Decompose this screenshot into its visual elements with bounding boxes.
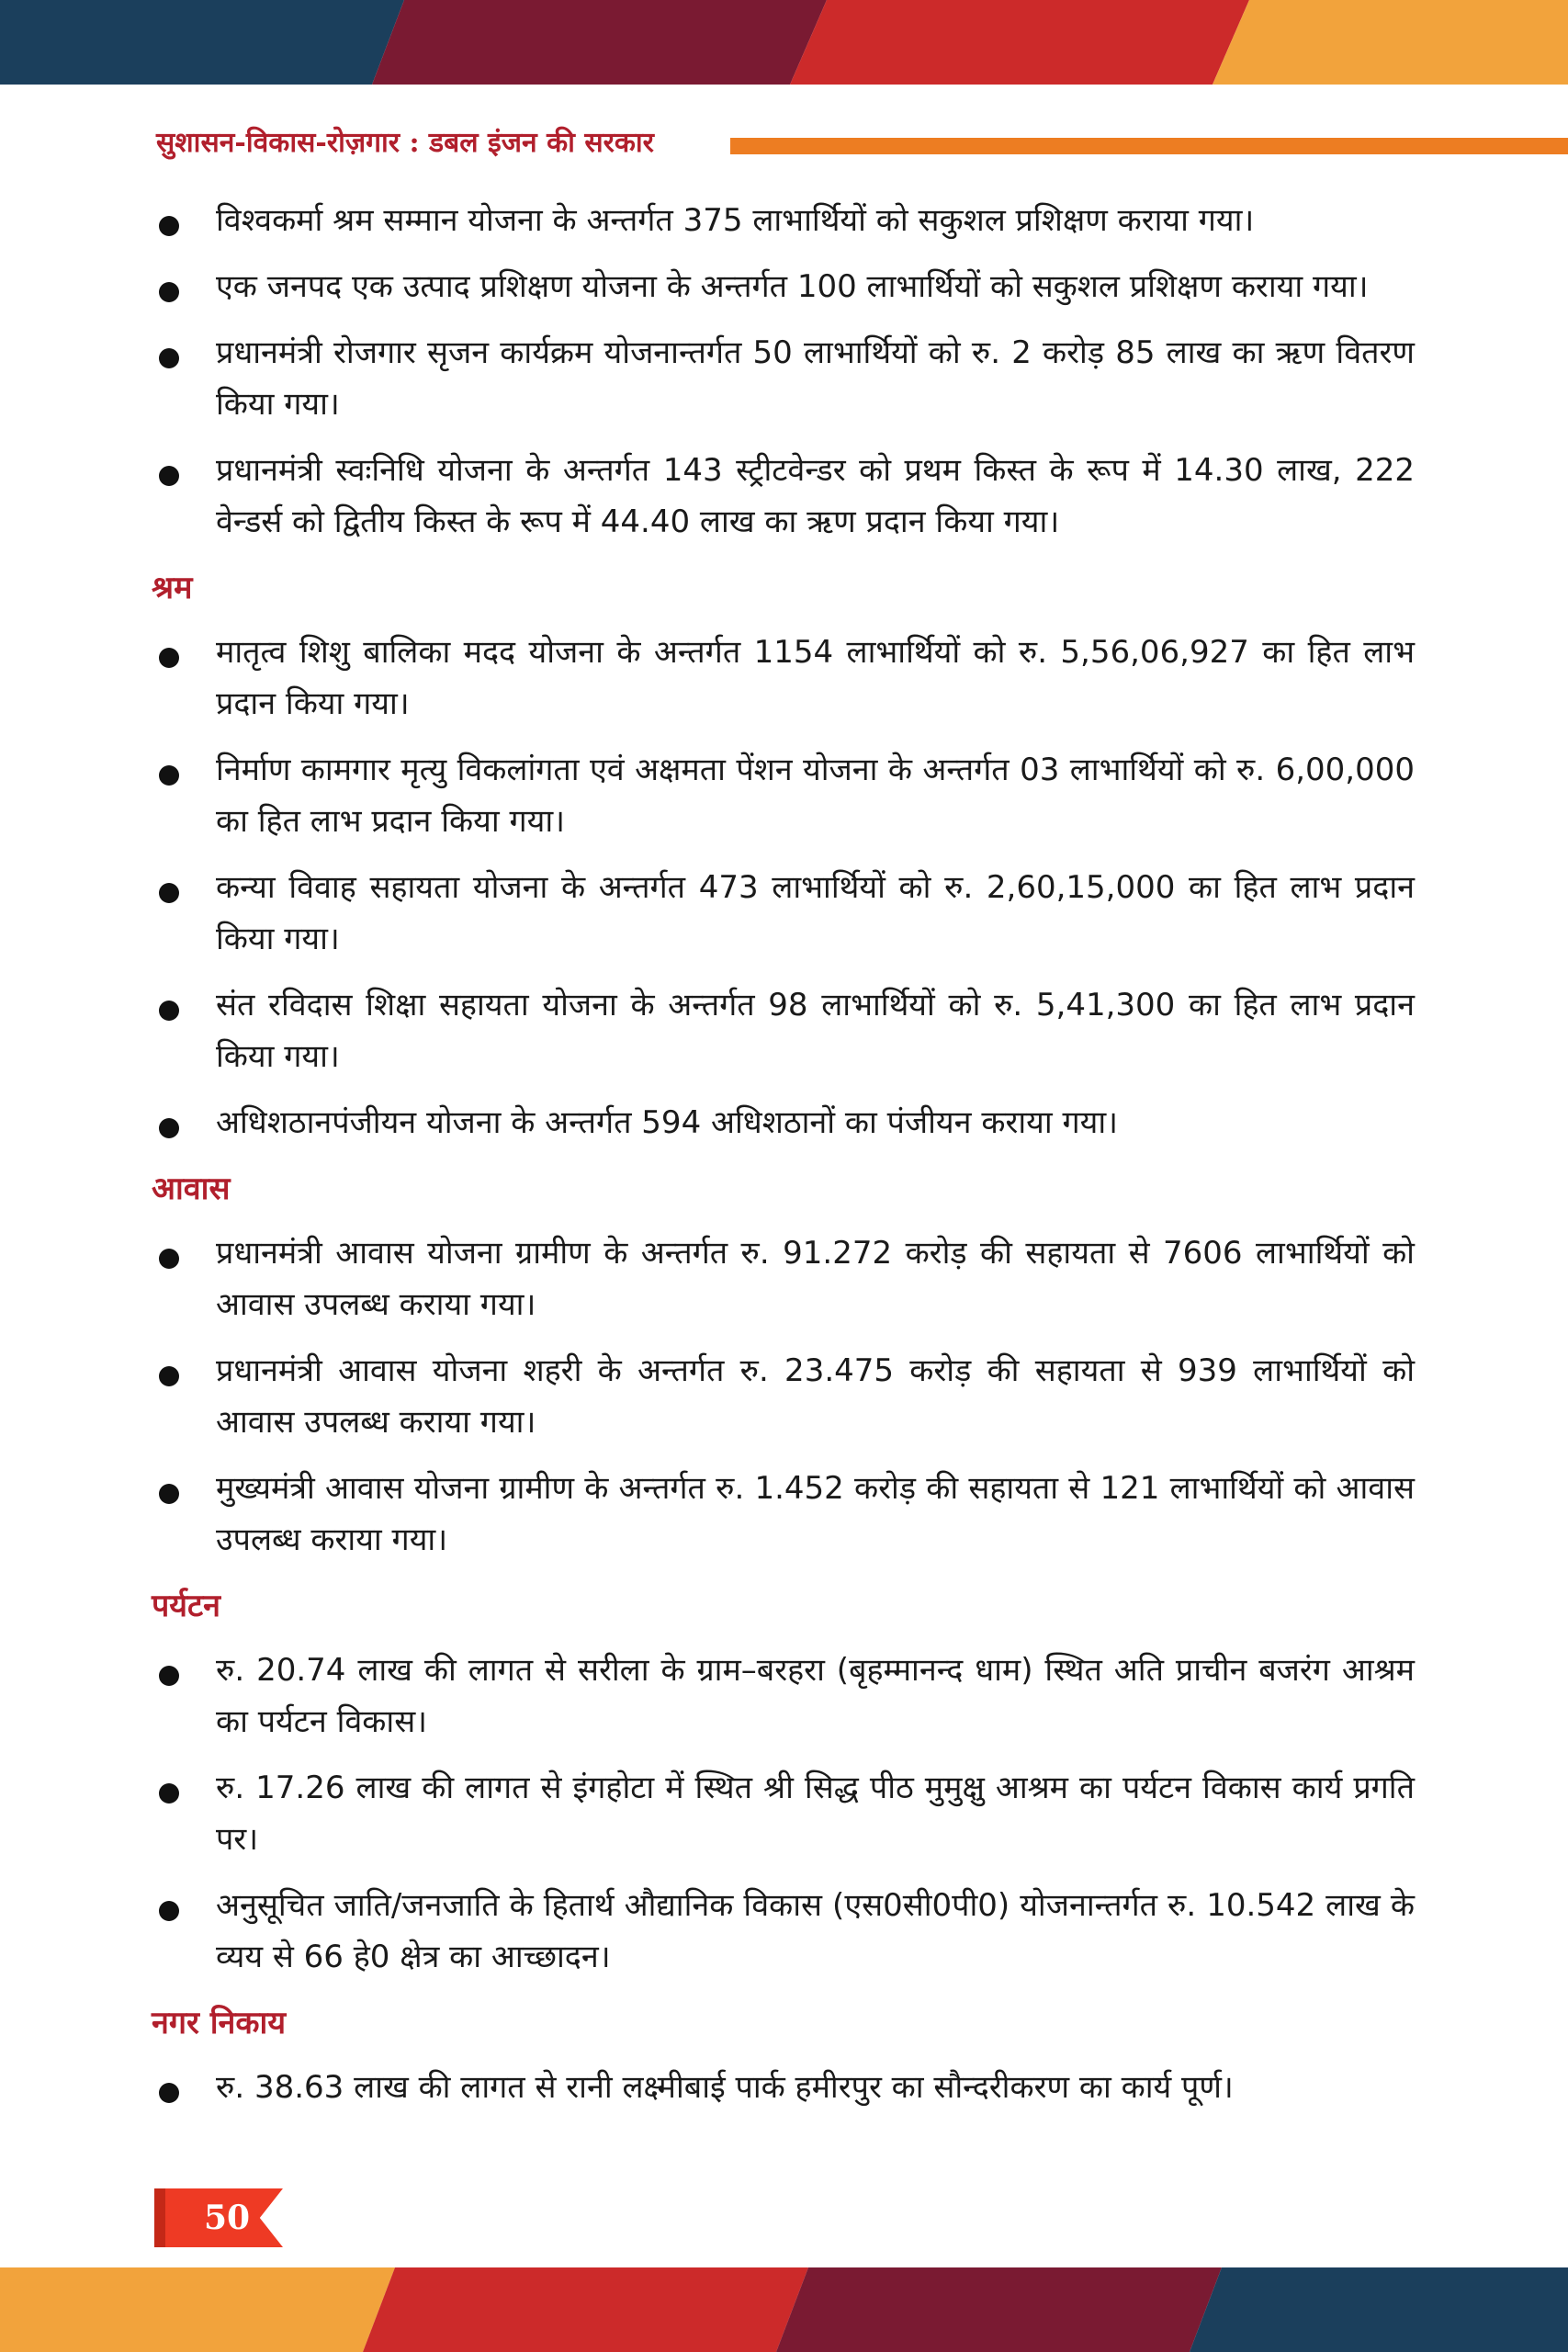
list-item bbox=[152, 2062, 1415, 2113]
list-item-text: मुख्यमंत्री आवास योजना ग्रामीण के अन्तर्गत रु. 1.452 करोड़ की सहायता से 121 लाभार्थियों को आवास उपलब्ध कराया गया। bbox=[216, 1470, 1415, 1558]
band-orange-stripe bbox=[1213, 0, 1568, 85]
list-item-text: प्रधानमंत्री आवास योजना शहरी के अन्तर्गत रु. 23.475 करोड़ की सहायता से 939 लाभार्थियों को आवास उपलब्ध कराया गया। bbox=[216, 1352, 1415, 1441]
list-item bbox=[152, 445, 1415, 548]
list-item-text: विश्वकर्मा श्रम सम्मान योजना के अन्तर्गत 375 लाभार्थियों को सकुशल प्रशिक्षण कराया गया। bbox=[216, 202, 1255, 239]
list-item bbox=[152, 1227, 1415, 1330]
list-item-text: अनुसूचित जाति/जनजाति के हितार्थ औद्यानिक विकास (एस0सी0पी0) योजनान्तर्गत रु. 10.542 लाख के व्यय से 66 हे0 क्षेत्र का आच्छादन। bbox=[216, 1887, 1415, 1975]
bottom-decorative-band bbox=[0, 2267, 1568, 2352]
list-item-text: संत रविदास शिक्षा सहायता योजना के अन्तर्गत 98 लाभार्थियों को रु. 5,41,300 का हित लाभ प्रदान किया गया। bbox=[216, 987, 1415, 1075]
list-item bbox=[152, 1645, 1415, 1747]
list-item bbox=[152, 261, 1415, 312]
band-orange-stripe bbox=[0, 2267, 395, 2352]
header-rule bbox=[730, 138, 1568, 154]
list-item bbox=[152, 627, 1415, 729]
section-heading-awas: आवास bbox=[152, 1170, 231, 1207]
list-item bbox=[152, 1345, 1415, 1448]
section-heading-shram: श्रम bbox=[152, 570, 193, 606]
list-item-text: प्रधानमंत्री आवास योजना ग्रामीण के अन्तर्गत रु. 91.272 करोड़ की सहायता से 7606 लाभार्थियों को आवास उपलब्ध कराया गया। bbox=[216, 1235, 1415, 1323]
bullet-icon bbox=[159, 883, 179, 903]
list-item bbox=[152, 1880, 1415, 1983]
band-navy-stripe bbox=[0, 0, 404, 85]
section-heading-paryatan: पर्यटन bbox=[152, 1588, 221, 1624]
list-item bbox=[152, 1762, 1415, 1865]
header-title: सुशासन-विकास-रोज़गार : डबल इंजन की सरकार bbox=[156, 127, 654, 159]
top-decorative-band bbox=[0, 0, 1568, 85]
page-content bbox=[152, 195, 1415, 2128]
bullet-icon bbox=[159, 1366, 179, 1386]
band-navy-stripe bbox=[1190, 2267, 1568, 2352]
list-item-text: प्रधानमंत्री स्वःनिधि योजना के अन्तर्गत 143 स्ट्रीटवेन्डर को प्रथम किस्त के रूप में 14.30 लाख, 222 वेन्डर्स को द्वितीय किस्त के रूप में 44.40 लाख का ऋण प्रदान किया गया। bbox=[216, 452, 1415, 540]
list-item-text: प्रधानमंत्री रोजगार सृजन कार्यक्रम योजनान्तर्गत 50 लाभार्थियों को रु. 2 करोड़ 85 लाख का ऋण वितरण किया गया। bbox=[216, 334, 1415, 423]
list-item-text: कन्या विवाह सहायता योजना के अन्तर्गत 473 लाभार्थियों को रु. 2,60,15,000 का हित लाभ प्रदान किया गया। bbox=[216, 869, 1415, 957]
band-maroon-stripe bbox=[776, 2267, 1222, 2352]
bullet-icon bbox=[159, 216, 179, 236]
bullet-icon bbox=[159, 1001, 179, 1021]
page-number: 50 bbox=[204, 2199, 251, 2237]
band-red-stripe bbox=[363, 2267, 808, 2352]
bullet-icon bbox=[159, 2083, 179, 2103]
bullet-icon bbox=[159, 1901, 179, 1921]
bullet-icon bbox=[159, 348, 179, 368]
list-item bbox=[152, 195, 1415, 246]
bullet-icon bbox=[159, 282, 179, 302]
list-item bbox=[152, 744, 1415, 847]
section-heading-nagar-nikay: नगर निकाय bbox=[152, 2005, 287, 2041]
bullet-icon bbox=[159, 765, 179, 786]
band-maroon-stripe bbox=[372, 0, 827, 85]
bullet-icon bbox=[159, 1666, 179, 1686]
list-item bbox=[152, 862, 1415, 965]
bullet-icon bbox=[159, 1249, 179, 1269]
list-item bbox=[152, 979, 1415, 1082]
bullet-icon bbox=[159, 1118, 179, 1138]
bullet-icon bbox=[159, 648, 179, 668]
list-item-text: निर्माण कामगार मृत्यु विकलांगता एवं अक्षमता पेंशन योजना के अन्तर्गत 03 लाभार्थियों को रु. 6,00,000 का हित लाभ प्रदान किया गया। bbox=[216, 752, 1415, 840]
bullet-icon bbox=[159, 1484, 179, 1504]
list-item-text: एक जनपद एक उत्पाद प्रशिक्षण योजना के अन्तर्गत 100 लाभार्थियों को सकुशल प्रशिक्षण कराया गया। bbox=[216, 268, 1369, 305]
list-item-text: रु. 17.26 लाख की लागत से इंगहोटा में स्थित श्री सिद्ध पीठ मुमुक्षु आश्रम का पर्यटन विकास कार्य प्रगति पर। bbox=[216, 1770, 1415, 1858]
list-item-text: रु. 38.63 लाख की लागत से रानी लक्ष्मीबाई पार्क हमीरपुर का सौन्दरीकरण का कार्य पूर्ण। bbox=[216, 2069, 1234, 2106]
list-item bbox=[152, 1097, 1415, 1148]
list-item bbox=[152, 327, 1415, 430]
bullet-icon bbox=[159, 1783, 179, 1804]
list-item-text: मातृत्व शिशु बालिका मदद योजना के अन्तर्गत 1154 लाभार्थियों को रु. 5,56,06,927 का हित लाभ प्रदान किया गया। bbox=[216, 634, 1415, 722]
list-item-text: अधिशठानपंजीयन योजना के अन्तर्गत 594 अधिशठानों का पंजीयन कराया गया। bbox=[216, 1104, 1119, 1141]
bullet-icon bbox=[159, 466, 179, 486]
list-item bbox=[152, 1463, 1415, 1566]
running-header bbox=[156, 124, 1415, 170]
list-item-text: रु. 20.74 लाख की लागत से सरीला के ग्राम–बरहरा (बृहम्मानन्द धाम) स्थित अति प्राचीन बजरंग आश्रम का पर्यटन विकास। bbox=[216, 1652, 1415, 1740]
page-number-tab-shadow bbox=[154, 2188, 165, 2247]
band-red-stripe bbox=[790, 0, 1249, 85]
